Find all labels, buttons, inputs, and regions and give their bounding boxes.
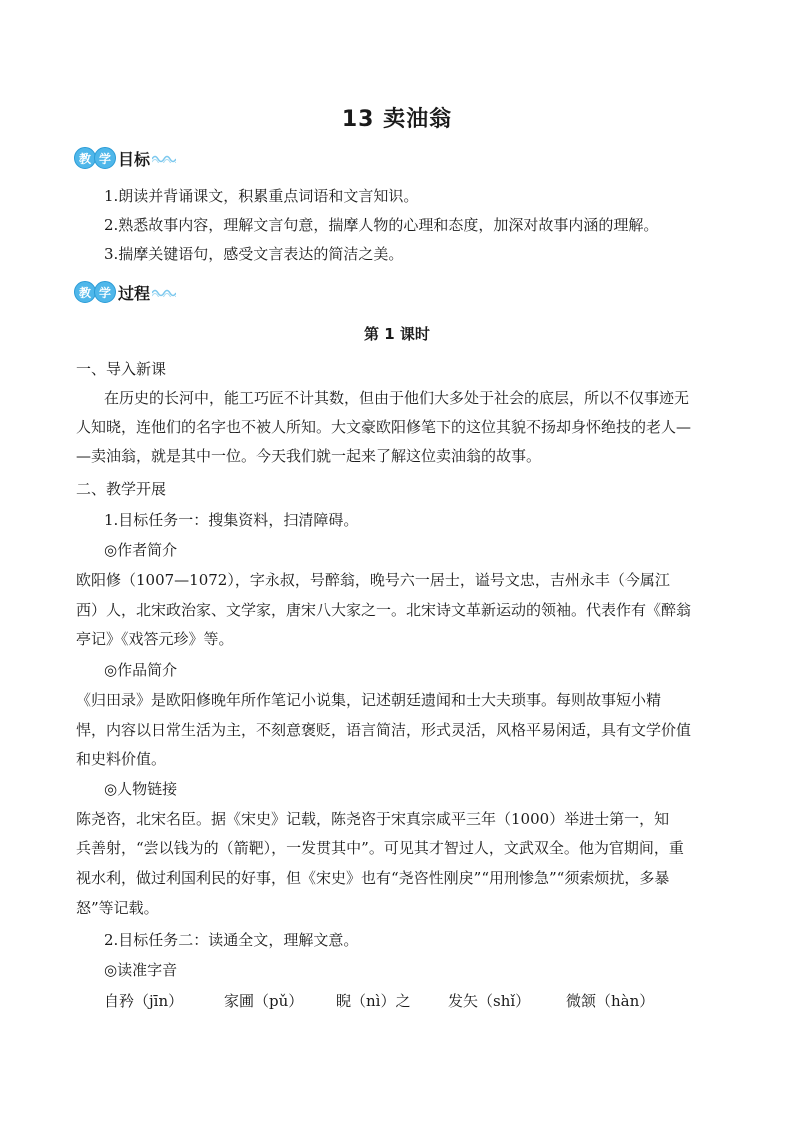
wave-decoration-icon	[152, 287, 176, 297]
paragraph-line: 《归田录》是欧阳修晚年所作笔记小说集，记述朝廷遗闻和士大夫琐事。每则故事短小精	[76, 691, 662, 709]
section-heading: 二、教学开展	[76, 480, 167, 498]
section-heading: 一、导入新课	[76, 360, 167, 378]
goals-heading	[74, 145, 176, 171]
paragraph-line: 西）人，北宋政治家、文学家，唐宋八大家之一。北宋诗文革新运动的领袖。代表作有《醉翁	[76, 601, 692, 619]
pinyin-list	[104, 990, 676, 1011]
goals-badge	[74, 147, 114, 169]
subsection-heading: ◎读准字音	[104, 961, 178, 979]
paragraph-line: 欧阳修（1007—1072），字永叔，号醉翁，晚号六一居士，谥号文忠，吉州永丰（今属江	[76, 571, 670, 589]
paragraph-line: 在历史的长河中，能工巧匠不计其数，但由于他们大多处于社会的底层，所以不仅事迹无	[104, 389, 690, 407]
paragraph-line: 人知晓，连他们的名字也不被人所知。大文豪欧阳修笔下的这位其貌不扬却身怀绝技的老人—	[76, 418, 692, 436]
badge-char-1: 教	[74, 281, 96, 303]
pinyin-item: 微颔（hàn）	[566, 992, 655, 1010]
task-heading: 1.目标任务一：搜集资料，扫清障碍。	[104, 511, 359, 529]
badge-char-2: 学	[94, 147, 116, 169]
page-title: 13 卖油翁	[341, 107, 453, 132]
paragraph-line: 怒”等记载。	[76, 899, 159, 917]
goals-heading-text: 目标	[118, 149, 151, 169]
pinyin-item: 家圃（pǔ）	[224, 992, 304, 1010]
pinyin-item: 自矜（jīn）	[104, 992, 184, 1010]
goal-item: 2.熟悉故事内容，理解文言句意，揣摩人物的心理和态度，加深对故事内涵的理解。	[104, 216, 659, 234]
paragraph-line: 兵善射，“尝以钱为的（箭靶），一发贯其中”。可见其才智过人，文武双全。他为官期间，重	[76, 839, 684, 857]
task-heading: 2.目标任务二：读通全文，理解文意。	[104, 931, 359, 949]
process-heading	[74, 279, 176, 305]
subsection-heading: ◎人物链接	[104, 780, 178, 798]
paragraph-line: 和史料价值。	[76, 750, 167, 768]
process-heading-text: 过程	[118, 283, 151, 303]
pinyin-item: 睨（nì）之	[336, 992, 411, 1010]
lesson-title: 第 1 课时	[364, 325, 430, 343]
paragraph-line: 陈尧咨，北宋名臣。据《宋史》记载，陈尧咨于宋真宗咸平三年（1000）举进士第一，知	[76, 810, 670, 828]
pinyin-item: 发矢（shǐ）	[448, 992, 531, 1010]
process-badge	[74, 281, 114, 303]
goal-item: 1.朗读并背诵课文，积累重点词语和文言知识。	[104, 187, 419, 205]
paragraph-line: 亭记》《戏答元珍》等。	[76, 630, 234, 648]
badge-char-2: 学	[94, 281, 116, 303]
badge-char-1: 教	[74, 147, 96, 169]
subsection-heading: ◎作品简介	[104, 661, 178, 679]
paragraph-line: —卖油翁，就是其中一位。今天我们就一起来了解这位卖油翁的故事。	[76, 447, 542, 465]
wave-decoration-icon	[152, 153, 176, 163]
paragraph-line: 悍，内容以日常生活为主，不刻意褒贬，语言简洁，形式灵活，风格平易闲适，具有文学价值	[76, 721, 692, 739]
paragraph-line: 视水利，做过利国利民的好事，但《宋史》也有“尧咨性刚戾”“用刑惨急”“须索烦扰，多暴	[76, 869, 670, 887]
goal-item: 3.揣摩关键语句，感受文言表达的简洁之美。	[104, 245, 404, 263]
subsection-heading: ◎作者简介	[104, 541, 178, 559]
